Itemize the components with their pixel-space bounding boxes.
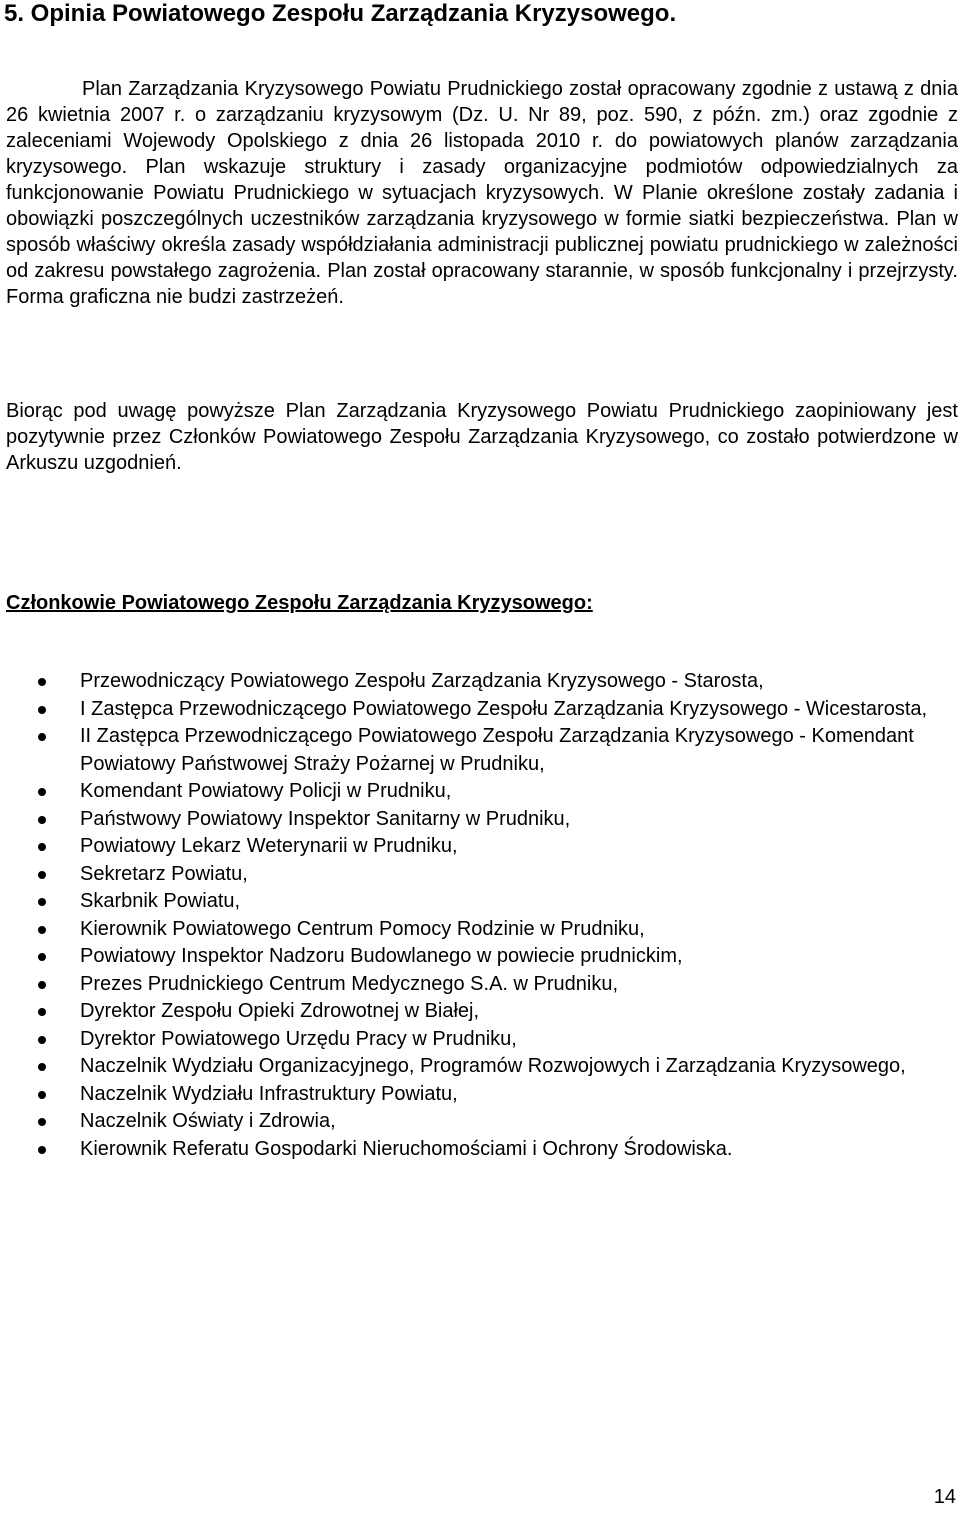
member-label: Przewodniczący Powiatowego Zespołu Zarządzania Kryzysowego - Starosta, [80, 670, 764, 692]
bullet-icon [38, 871, 46, 879]
bullet-icon [38, 926, 46, 934]
bullet-icon [38, 733, 46, 741]
member-label: I Zastępca Przewodniczącego Powiatowego Zespołu Zarządzania Kryzysowego - Wicestarosta, [80, 697, 928, 720]
bullet-icon [38, 843, 46, 851]
member-item [0, 943, 940, 971]
member-label: Państwowy Powiatowy Inspektor Sanitarny w Prudniku, [80, 807, 571, 830]
member-item [0, 1108, 940, 1136]
member-label: Dyrektor Powiatowego Urzędu Pracy w Prudniku, [80, 1027, 517, 1050]
member-label: Kierownik Referatu Gospodarki Nieruchomościami i Ochrony Środowiska. [80, 1137, 733, 1160]
member-item [0, 1053, 940, 1081]
member-item [0, 916, 940, 944]
member-item [0, 1026, 940, 1054]
opinion-paragraph-part: Plan Zarządzania Kryzysowego Powiatu Prudnickiego został opracowany zgodnie z ustawą z dnia 26 kwietnia 2007 r. o zarządzaniu kryzysowym (Dz. U. Nr 89, poz. 590, z późn. zm.) oraz zgodnie z zaleceniami Wojewody Opolskiego z dnia 26 listopada 2010 r. do powiatowych planów zarządzania kryzysowego. [6, 78, 958, 178]
bullet-icon [38, 678, 46, 686]
member-item [0, 971, 940, 999]
member-item [0, 861, 940, 889]
members-heading: Członkowie Powiatowego Zespołu Zarządzania Kryzysowego: [6, 592, 593, 614]
bullet-icon [38, 788, 46, 796]
member-label: Kierownik Powiatowego Centrum Pomocy Rodzinie w Prudniku, [80, 917, 645, 940]
opinion-paragraph-part: Plan został opracowany starannie, w sposób funkcjonalny i przejrzysty. [321, 260, 958, 282]
member-item [0, 888, 940, 916]
member-item [0, 1136, 940, 1164]
member-item [0, 668, 940, 696]
member-label: Naczelnik Oświaty i Zdrowia, [80, 1110, 336, 1132]
conclusion-paragraph: Biorąc pod uwagę powyższe Plan Zarządzania Kryzysowego Powiatu Prudnickiego zaopiniowany jest pozytywnie przez Członków Powiatowego Zespołu Zarządzania Kryzysowego, co zostało potwierdzone w Arkuszu uzgodnień. [6, 400, 958, 474]
bullet-icon [38, 1063, 46, 1071]
member-label: Powiatowy Inspektor Nadzoru Budowlanego w powiecie prudnickim, [80, 945, 683, 967]
member-item [0, 806, 940, 834]
bullet-icon [38, 1146, 46, 1154]
member-label: Naczelnik Wydziału Infrastruktury Powiatu, [80, 1082, 458, 1105]
member-label: Komendant Powiatowy Policji w Prudniku, [80, 780, 452, 802]
member-label: Naczelnik Wydziału Organizacyjnego, Programów Rozwojowych i Zarządzania Kryzysowego, [80, 1055, 906, 1077]
bullet-icon [38, 1036, 46, 1044]
member-label: II Zastępca Przewodniczącego Powiatowego Zespołu Zarządzania Kryzysowego - Komendant Powiatowy Państwowej Straży Pożarnej w Prudniku, [80, 725, 914, 775]
bullet-icon [38, 898, 46, 906]
member-label: Powiatowy Lekarz Weterynarii w Prudniku, [80, 835, 458, 857]
member-label: Sekretarz Powiatu, [80, 862, 248, 885]
bullet-icon [38, 1008, 46, 1016]
opinion-paragraph-part: W Planie określone zostały zadania i obowiązki poszczególnych uczestników zarządzania kryzysowego w formie siatki bezpieczeństwa. [6, 182, 958, 230]
opinion-paragraph-part: Forma graficzna nie budzi zastrzeżeń. [6, 286, 344, 308]
member-item [0, 1081, 940, 1109]
opinion-paragraph [6, 76, 958, 310]
bullet-icon [38, 981, 46, 989]
page-number: 14 [933, 1486, 956, 1508]
members-list [0, 668, 940, 1163]
bullet-icon [38, 953, 46, 961]
member-item [0, 723, 940, 778]
member-item [0, 696, 940, 724]
member-item [0, 778, 940, 806]
section-heading: 5. Opinia Powiatowego Zespołu Zarządzania Kryzysowego. [4, 0, 677, 27]
member-item [0, 998, 940, 1026]
opinion-paragraph-part: Plan wskazuje struktury i zasady organizacyjne podmiotów odpowiedzialnych za funkcjonowanie Powiatu Prudnickiego w sytuacjach kryzysowych. [6, 156, 958, 204]
member-label: Prezes Prudnickiego Centrum Medycznego S.A. w Prudniku, [80, 972, 619, 995]
member-label: Dyrektor Zespołu Opieki Zdrowotnej w Białej, [80, 1000, 480, 1022]
bullet-icon [38, 1091, 46, 1099]
opinion-paragraph-part: Plan w sposób właściwy określa zasady współdziałania administracji publicznej powiatu prudnickiego w zależności od zakresu powstałego zagrożenia. [6, 208, 958, 282]
bullet-icon [38, 1118, 46, 1126]
member-item [0, 833, 940, 861]
bullet-icon [38, 706, 46, 714]
bullet-icon [38, 816, 46, 824]
member-label: Skarbnik Powiatu, [80, 890, 241, 912]
